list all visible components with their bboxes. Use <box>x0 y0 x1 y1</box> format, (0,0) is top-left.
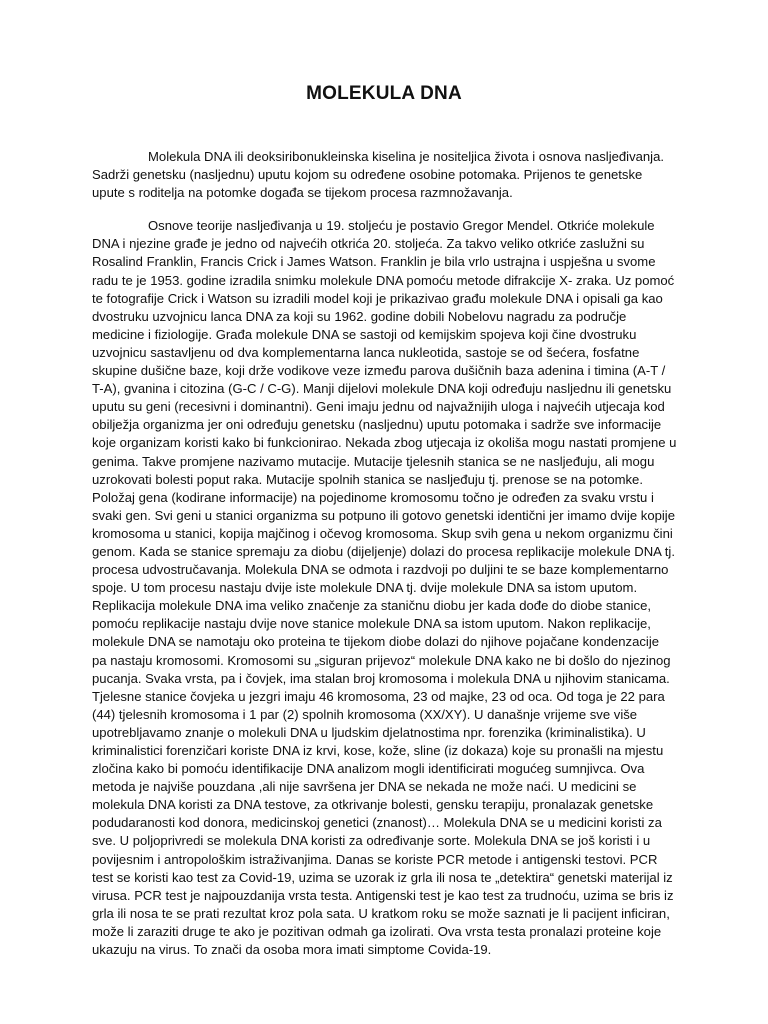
paragraph-main: Osnove teorije nasljeđivanja u 19. stoljeću je postavio Gregor Mendel. Otkriće molekule DNA i njezine građe je jedno od najvećih otkrića 20. stoljeća. Za takvo veliko otkriće zaslužni su Rosalind Franklin, Francis Crick i James Watson. Franklin je bila vrlo ustrajna i uspješna u svome radu te je 1953. godine izradila snimku molekule DNA pomoću metode difrakcije X- zraka. Uz pomoć te fotografije Crick i Watson su izradili model koji je prikazivao građu molekule DNA i opisali ga kao dvostruku uzvojnicu lanca DNA za koji su 1962. godine dobili Nobelovu nagradu za područje medicine i fiziologije. Građa molekule DNA se sastoji od kemijskim spojeva koji čine dvostruku uzvojnicu sastavljenu od dva komplementarna lanca nukleotida, sastoje se od šećera, fosfatne skupine dušične baze, koji drže vodikove veze između parova dušičnih baza adenina i timina (A-T / T-A), gvanina i citozina (G-C / C-G). Manji dijelovi molekule DNA koji određuju nasljednu ili genetsku uputu su geni (recesivni i dominantni). Geni imaju jednu od najvažnijih uloga i najvećih utjecaja kod obilježja organizma jer oni određuju genetsku (nasljednu) uputu potomaka i sadrže sve informacije koje organizam koristi kako bi funkcionirao. Nekada zbog utjecaja iz okoliša mogu nastati promjene u genima. Takve promjene nazivamo mutacije. Mutacije tjelesnih stanica se ne nasljeđuju, ali mogu uzrokovati bolesti poput raka. Mutacije spolnih stanica se nasljeđuju tj. prenose se na potomke. Položaj gena (kodirane informacije) na pojedinome kromosomu točno je određen za svaku vrstu i svaki gen. Svi geni u stanici organizma su potpuno ili gotovo genetski identični jer imamo dvije kopije kromosoma u stanici, kopija majčinog i očevog kromosoma. Skup svih gena u nekom organizmu čini genom. Kada se stanice spremaju za diobu (dijeljenje) dolazi do procesa replikacije molekule DNA tj. procesa udvostručavanja. Molekula DNA se odmota i razdvoji po duljini te se baze komplementarno spoje. U tom procesu nastaju dvije iste molekule DNA tj. dvije molekule DNA sa istom uputom. Replikacija molekule DNA ima veliko značenje za staničnu diobu jer kada dođe do diobe stanice, pomoću replikacije nastaju dvije nove stanice molekule DNA sa istom uputom. Nakon replikacije, molekule DNA se namotaju oko proteina te tijekom diobe dolazi do njihove pojačane kondenzacije pa nastaju kromosomi. Kromosomi su „siguran prijevoz“ molekule DNA kako ne bi došlo do njezinog pucanja. Svaka vrsta, pa i čovjek, ima stalan broj kromosoma i molekula DNA u njihovim stanicama. Tjelesne stanice čovjeka u jezgri imaju 46 kromosoma, 23 od majke, 23 od oca. Od toga je 22 para (44) tjelesnih kromosoma i 1 par (2) spolnih kromosoma (XX/XY). U današnje vrijeme sve više upotrebljavamo znanje o molekuli DNA u ljudskim djelatnostima npr. forenzika (kriminalistika). U kriminalistici forenzičari koriste DNA iz krvi, kose, kože, sline (iz dokaza) koje su pronašli na mjestu zločina kako bi pomoću identifikacije DNA analizom mogli identificirati mogućeg sumnjivca. Ova metoda je najviše pouzdana ,ali nije savršena jer DNA se nekada ne može naći. U medicini se molekula DNA koristi za DNA testove, za otkrivanje bolesti, gensku terapiju, pronalazak genetske podudaranosti kod donora, medicinskoj genetici (znanost)… Molekula DNA se u medicini koristi za sve. U poljoprivredi se molekula DNA koristi za određivanje sorte. Molekula DNA se još koristi i u povijesnim i antropološkim istraživanjima. Danas se koriste PCR metode i antigenski testovi. PCR test se koristi kao test za Covid-19, uzima se uzorak iz grla ili nosa te „detektira“ genetski materijal iz virusa. PCR test je najpouzdanija vrsta testa. Antigenski test je kao test za trudnoću, uzima se bris iz grla ili nosa te se prati rezultat kroz pola sata. U kratkom roku se može saznati je li pacijent inficiran, može li zaraziti druge te ako je pozitivan odmah ga izolirati. Ova vrsta testa pronalazi proteine koje ukazuju na virus. To znači da osoba mora imati simptome Covida-19. <box>92 218 677 958</box>
paragraph-intro: Molekula DNA ili deoksiribonukleinska kiselina je nositeljica života i osnova nasljeđivanja. Sadrži genetsku (nasljednu) uputu kojom su određene osobine potomaka. Prijenos te genetske upute s roditelja na potomke događa se tijekom procesa razmnožavanja. <box>92 149 665 201</box>
document-title: MOLEKULA DNA <box>306 83 462 104</box>
document-body <box>92 148 677 959</box>
